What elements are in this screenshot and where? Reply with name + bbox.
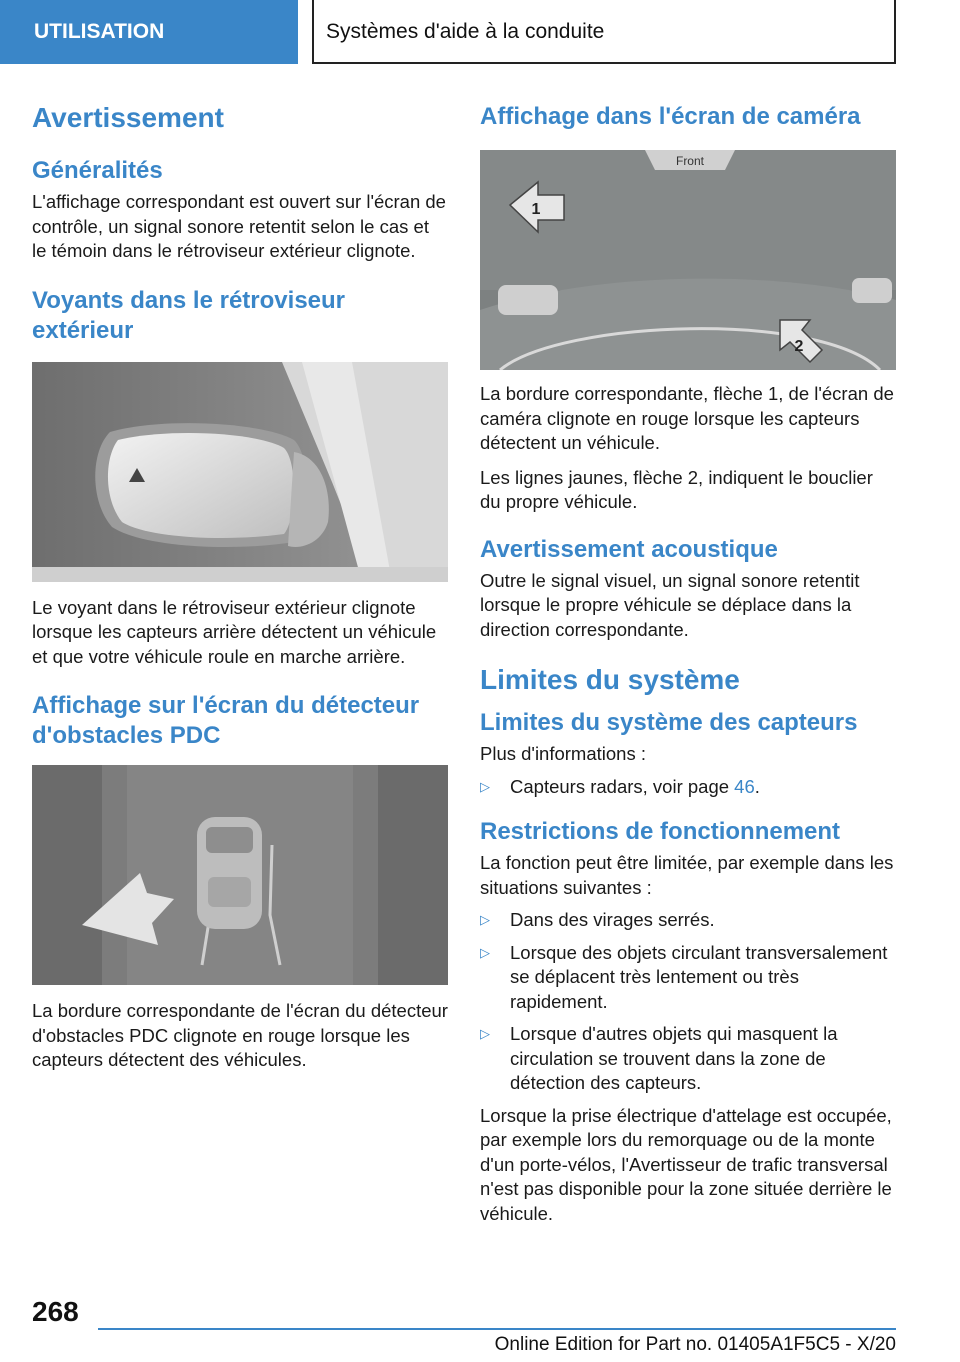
list-item [480, 908, 896, 933]
left-column [32, 100, 448, 1073]
restriction-item: Lorsque d'autres objets qui masquent la circulation se trouvent dans la zone de détection des capteurs. [510, 1023, 838, 1093]
camera-arrow-2-label: 2 [794, 338, 804, 355]
list-item [480, 941, 896, 1015]
bullet-triangle-icon: ▷ [480, 778, 490, 794]
trailer-text: Lorsque la prise électrique d'attelage est occupée, par exemple lors du remorquage ou de la monte d'un porte-vélos, l'Avertisseur de trafic transversal n'est pas disponible pour la zone située derrière le véhicule. [480, 1104, 892, 1224]
mirror-figure [32, 362, 448, 582]
page-link[interactable]: 46 [734, 775, 755, 797]
section-title: Avertissement [32, 102, 224, 133]
general-text: L'affichage correspondant est ouvert sur l'écran de contrôle, un signal sonore retentit selon le cas et le témoin dans le rétroviseur extérieur clignote. [32, 191, 446, 261]
limits-title: Limites du système [480, 664, 740, 695]
camera-text-2: Les lignes jaunes, flèche 2, indiquent le bouclier du propre véhicule. [480, 466, 873, 512]
camera-text-1: La bordure correspondante, flèche 1, de l'écran de caméra clignote en rouge lorsque les capteurs détectent un véhicule. [480, 383, 894, 453]
pdc-illustration [32, 765, 448, 985]
sensor-item-text: Capteurs radars, voir page [510, 775, 735, 797]
restrictions-text: La fonction peut être limitée, par exemple dans les situations suivantes : [480, 852, 894, 898]
acoustic-text: Outre le signal visuel, un signal sonore retentit lorsque le propre véhicule se déplace dans la direction correspondante. [480, 569, 860, 640]
pdc-heading: Affichage sur l'écran du détecteur d'obstacles PDC [32, 692, 420, 749]
sensor-list [480, 775, 896, 800]
header-section: UTILISATION [0, 0, 298, 64]
bullet-triangle-icon: ▷ [480, 1026, 490, 1041]
list-item [480, 775, 896, 800]
restrictions-heading: Restrictions de fonctionnement [480, 818, 841, 845]
camera-figure [480, 150, 896, 370]
page-number: 268 [32, 1296, 79, 1327]
camera-front-label: Front [675, 154, 705, 168]
bullet-triangle-icon: ▷ [480, 944, 490, 960]
mirror-illustration [32, 362, 448, 582]
camera-heading: Affichage dans l'écran de caméra [480, 103, 861, 130]
camera-illustration [480, 150, 896, 370]
mirror-text: Le voyant dans le rétroviseur extérieur clignote lorsque les capteurs arrière détectent un véhicule et que votre véhicule roule en marche arrière. [32, 596, 437, 667]
pdc-figure [32, 765, 448, 985]
more-info-text: Plus d'informations : [480, 743, 646, 764]
restriction-item: Lorsque des objets circulant transversalement se déplacent très lentement ou très rapidement. [510, 941, 888, 1012]
mirror-heading: Voyants dans le rétroviseur extérieur [32, 286, 346, 344]
footer-edition: Online Edition for Part no. 01405A1F5C5 - X/20 [494, 1334, 896, 1355]
acoustic-heading: Avertissement acoustique [480, 535, 778, 563]
list-item [480, 1022, 896, 1096]
sensor-limits-heading: Limites du système des capteurs [480, 709, 858, 736]
restriction-item: Dans des virages serrés. [510, 909, 715, 930]
bullet-triangle-icon: ▷ [480, 912, 490, 927]
pdc-text: La bordure correspondante de l'écran du détecteur d'obstacles PDC clignote en rouge lorsque les capteurs détectent des véhicules. [32, 1000, 448, 1070]
general-heading: Généralités [32, 157, 163, 184]
sensor-item-end: . [754, 775, 760, 797]
header-chapter: Systèmes d'aide à la conduite [312, 0, 896, 64]
restrictions-list [480, 908, 896, 1096]
camera-arrow-1-label: 1 [531, 201, 541, 218]
right-column [480, 100, 896, 1226]
